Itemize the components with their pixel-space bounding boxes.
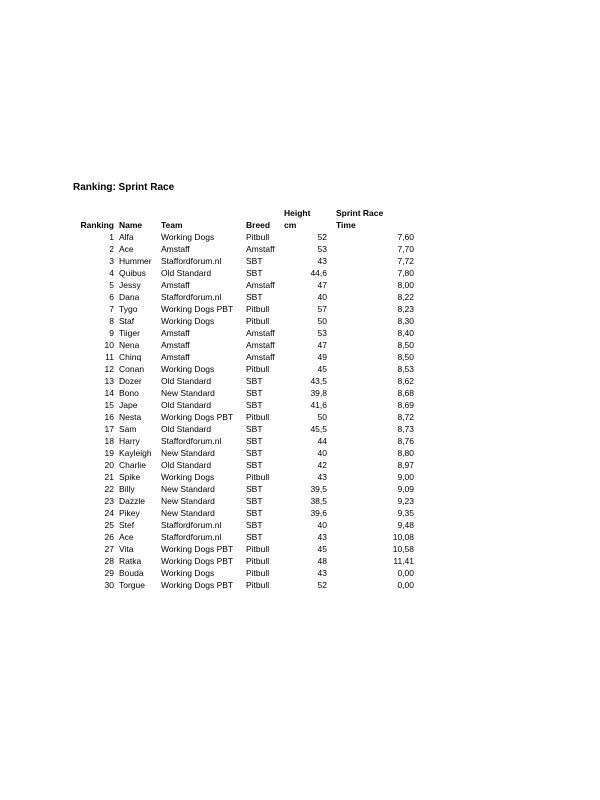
breed-cell: SBT [246,268,263,278]
name-cell: Vita [119,544,134,554]
breed-cell: Amstaff [246,352,275,362]
breed-header: Breed [246,220,271,230]
table-row [73,255,414,267]
team-cell: Working Dogs PBT [161,556,234,566]
breed-cell: SBT [246,520,263,530]
table-row [73,447,414,459]
rank-cell: 26 [104,532,114,542]
table-row [73,387,414,399]
breed-cell: SBT [246,292,263,302]
height-cell: 39,8 [310,388,327,398]
table-row [73,567,414,579]
height-cell: 47 [317,280,327,290]
time-cell: 8,50 [397,352,414,362]
table-row [73,231,414,243]
rank-cell: 8 [109,316,114,326]
rank-cell: 19 [104,448,114,458]
breed-cell: SBT [246,484,263,494]
time-cell: 11,41 [393,556,414,566]
team-cell: Working Dogs PBT [161,580,234,590]
team-cell: Old Standard [161,268,212,278]
rank-cell: 7 [109,304,114,314]
rank-cell: 10 [104,340,114,350]
breed-cell: Pitbull [246,304,270,314]
breed-cell: Amstaff [246,340,275,350]
height-cell: 50 [317,412,327,422]
name-cell: Bouda [119,568,144,578]
rank-cell: 25 [104,520,114,530]
table-row [73,399,414,411]
header-row-upper [73,207,414,219]
team-cell: Old Standard [161,424,212,434]
team-cell: New Standard [161,496,215,506]
breed-cell: Pitbull [246,232,270,242]
name-cell: Dozer [119,376,142,386]
breed-cell: SBT [246,376,263,386]
breed-cell: Pitbull [246,556,270,566]
breed-cell: Amstaff [246,328,275,338]
breed-cell: SBT [246,424,263,434]
time-cell: 7,70 [397,244,414,254]
team-cell: Working Dogs PBT [161,304,234,314]
rank-cell: 4 [109,268,114,278]
name-cell: Alfa [119,232,134,242]
time-header-line2: Time [336,220,356,230]
time-cell: 10,58 [392,544,414,554]
height-cell: 43 [317,472,327,482]
breed-cell: SBT [246,436,263,446]
team-cell: Amstaff [161,280,190,290]
table-row [73,423,414,435]
rank-cell: 15 [104,400,114,410]
table-row [73,291,414,303]
table-row [73,579,414,591]
breed-cell: SBT [246,508,263,518]
page-title: Ranking: Sprint Race [73,182,175,193]
table-row [73,315,414,327]
breed-cell: SBT [246,460,263,470]
time-cell: 0,00 [397,580,414,590]
rank-cell: 28 [104,556,114,566]
table-row [73,471,414,483]
breed-cell: SBT [246,448,263,458]
name-cell: Ace [119,532,134,542]
time-cell: 8,53 [397,364,414,374]
time-cell: 9,23 [397,496,414,506]
team-cell: Working Dogs [161,472,215,482]
time-cell: 8,62 [397,376,414,386]
name-cell: Nena [119,340,140,350]
name-cell: Jape [119,400,138,410]
team-cell: Staffordforum.nl [161,520,222,530]
table-row [73,555,414,567]
team-cell: New Standard [161,448,215,458]
team-cell: Working Dogs [161,232,215,242]
height-cell: 40 [317,292,327,302]
time-cell: 8,40 [397,328,414,338]
rank-cell: 24 [104,508,114,518]
height-cell: 44,6 [310,268,327,278]
table-header [73,207,414,231]
table-row [73,483,414,495]
name-cell: Charlie [119,460,146,470]
time-cell: 8,76 [397,436,414,446]
time-cell: 10,08 [392,532,414,542]
height-cell: 38,5 [310,496,327,506]
time-cell: 8,30 [397,316,414,326]
team-cell: Working Dogs PBT [161,544,234,554]
table-row [73,267,414,279]
table-row [73,531,414,543]
time-cell: 8,80 [397,448,414,458]
rank-cell: 6 [109,292,114,302]
height-cell: 45,5 [310,424,327,434]
header-cell [73,207,119,219]
team-cell: New Standard [161,508,215,518]
time-cell: 8,23 [397,304,414,314]
rank-cell: 22 [104,484,114,494]
height-cell: 48 [317,556,327,566]
table-row [73,351,414,363]
rank-cell: 21 [104,472,114,482]
time-cell: 8,72 [397,412,414,422]
team-cell: Staffordforum.nl [161,292,222,302]
table-row [73,327,414,339]
team-cell: New Standard [161,484,215,494]
height-cell: 50 [317,316,327,326]
height-cell: 53 [317,244,327,254]
name-cell: Ratka [119,556,142,566]
height-cell: 43 [317,532,327,542]
name-cell: Quibus [119,268,146,278]
ranking-header: Ranking [80,220,114,230]
breed-cell: Pitbull [246,568,270,578]
time-cell: 8,68 [397,388,414,398]
time-cell: 8,73 [397,424,414,434]
header-cell [246,207,283,219]
height-header-line2: cm [284,220,297,230]
name-cell: Conan [119,364,145,374]
breed-cell: Pitbull [246,580,270,590]
table-body [73,231,414,591]
header-cell [119,207,161,219]
team-cell: Old Standard [161,400,212,410]
name-cell: Hummer [119,256,152,266]
name-cell: Dazzle [119,496,145,506]
time-cell: 8,50 [397,340,414,350]
team-cell: Amstaff [161,352,190,362]
team-cell: Working Dogs PBT [161,412,234,422]
rank-cell: 23 [104,496,114,506]
time-cell: 8,00 [397,280,414,290]
table-row [73,519,414,531]
name-cell: Staf [119,316,135,326]
name-cell: Kayleigh [119,448,152,458]
team-header: Team [161,220,183,230]
rank-cell: 17 [104,424,114,434]
height-cell: 41,6 [310,400,327,410]
team-cell: Amstaff [161,340,190,350]
rank-cell: 18 [104,436,114,446]
height-cell: 43 [317,256,327,266]
time-cell: 8,69 [397,400,414,410]
time-header-line1: Sprint Race [336,208,384,218]
time-cell: 8,22 [397,292,414,302]
height-header-line1: Height [284,208,311,218]
table-row [73,243,414,255]
team-cell: Staffordforum.nl [161,256,222,266]
name-cell: Chinq [119,352,142,362]
height-cell: 39,5 [310,484,327,494]
rank-cell: 30 [104,580,114,590]
name-cell: Ace [119,244,134,254]
height-cell: 42 [317,460,327,470]
breed-cell: SBT [246,532,263,542]
name-cell: Bono [119,388,139,398]
rank-cell: 2 [109,244,114,254]
height-cell: 40 [317,520,327,530]
rank-cell: 29 [104,568,114,578]
height-cell: 44 [317,436,327,446]
table-row [73,279,414,291]
header-row-lower [73,219,414,231]
time-cell: 0,00 [397,568,414,578]
team-cell: New Standard [161,388,215,398]
breed-cell: Amstaff [246,280,275,290]
ranking-table [73,207,414,591]
breed-cell: Pitbull [246,544,270,554]
rank-cell: 16 [104,412,114,422]
time-cell: 7,80 [397,268,414,278]
name-cell: Tiiger [119,328,140,338]
rank-cell: 13 [104,376,114,386]
height-cell: 47 [317,340,327,350]
breed-cell: Pitbull [246,364,270,374]
table-row [73,375,414,387]
name-cell: Spike [119,472,141,482]
table-row [73,495,414,507]
breed-cell: Pitbull [246,472,270,482]
name-cell: Billy [119,484,135,494]
height-cell: 43 [317,568,327,578]
team-cell: Working Dogs [161,316,215,326]
team-cell: Working Dogs [161,364,215,374]
breed-cell: Pitbull [246,316,270,326]
table-row [73,363,414,375]
name-header: Name [119,220,143,230]
name-cell: Sam [119,424,137,434]
table-row [73,507,414,519]
time-cell: 9,00 [397,472,414,482]
height-cell: 45 [317,364,327,374]
name-cell: Stef [119,520,135,530]
rank-cell: 1 [109,232,114,242]
height-cell: 57 [317,304,327,314]
name-cell: Jessy [119,280,141,290]
height-cell: 40 [317,448,327,458]
name-cell: Tygo [119,304,138,314]
team-cell: Old Standard [161,460,212,470]
header-cell [161,207,246,219]
height-cell: 52 [317,232,327,242]
name-cell: Dana [119,292,140,302]
time-cell: 9,48 [397,520,414,530]
rank-cell: 20 [104,460,114,470]
team-cell: Staffordforum.nl [161,532,222,542]
table-row [73,303,414,315]
breed-cell: SBT [246,496,263,506]
team-cell: Amstaff [161,328,190,338]
rank-cell: 11 [105,352,114,362]
rank-cell: 9 [109,328,114,338]
name-cell: Pikey [119,508,140,518]
table-row [73,435,414,447]
table-row [73,543,414,555]
height-cell: 53 [317,328,327,338]
height-cell: 52 [317,580,327,590]
time-cell: 7,72 [397,256,414,266]
team-cell: Old Standard [161,376,212,386]
table-row [73,459,414,471]
team-cell: Staffordforum.nl [161,436,222,446]
time-cell: 7,60 [397,232,414,242]
breed-cell: Pitbull [246,412,270,422]
rank-cell: 3 [109,256,114,266]
time-cell: 8,97 [397,460,414,470]
rank-cell: 5 [109,280,114,290]
time-cell: 9,35 [397,508,414,518]
name-cell: Nesta [119,412,142,422]
team-cell: Amstaff [161,244,190,254]
height-cell: 39,6 [310,508,327,518]
table-row [73,339,414,351]
height-cell: 43,5 [310,376,327,386]
rank-cell: 27 [104,544,114,554]
height-cell: 49 [317,352,327,362]
breed-cell: SBT [246,256,263,266]
breed-cell: Amstaff [246,244,275,254]
team-cell: Working Dogs [161,568,215,578]
breed-cell: SBT [246,400,263,410]
height-cell: 45 [317,544,327,554]
table-row [73,411,414,423]
time-cell: 9,09 [397,484,414,494]
name-cell: Harry [119,436,140,446]
rank-cell: 12 [104,364,114,374]
rank-cell: 14 [104,388,114,398]
name-cell: Torgue [119,580,145,590]
breed-cell: SBT [246,388,263,398]
